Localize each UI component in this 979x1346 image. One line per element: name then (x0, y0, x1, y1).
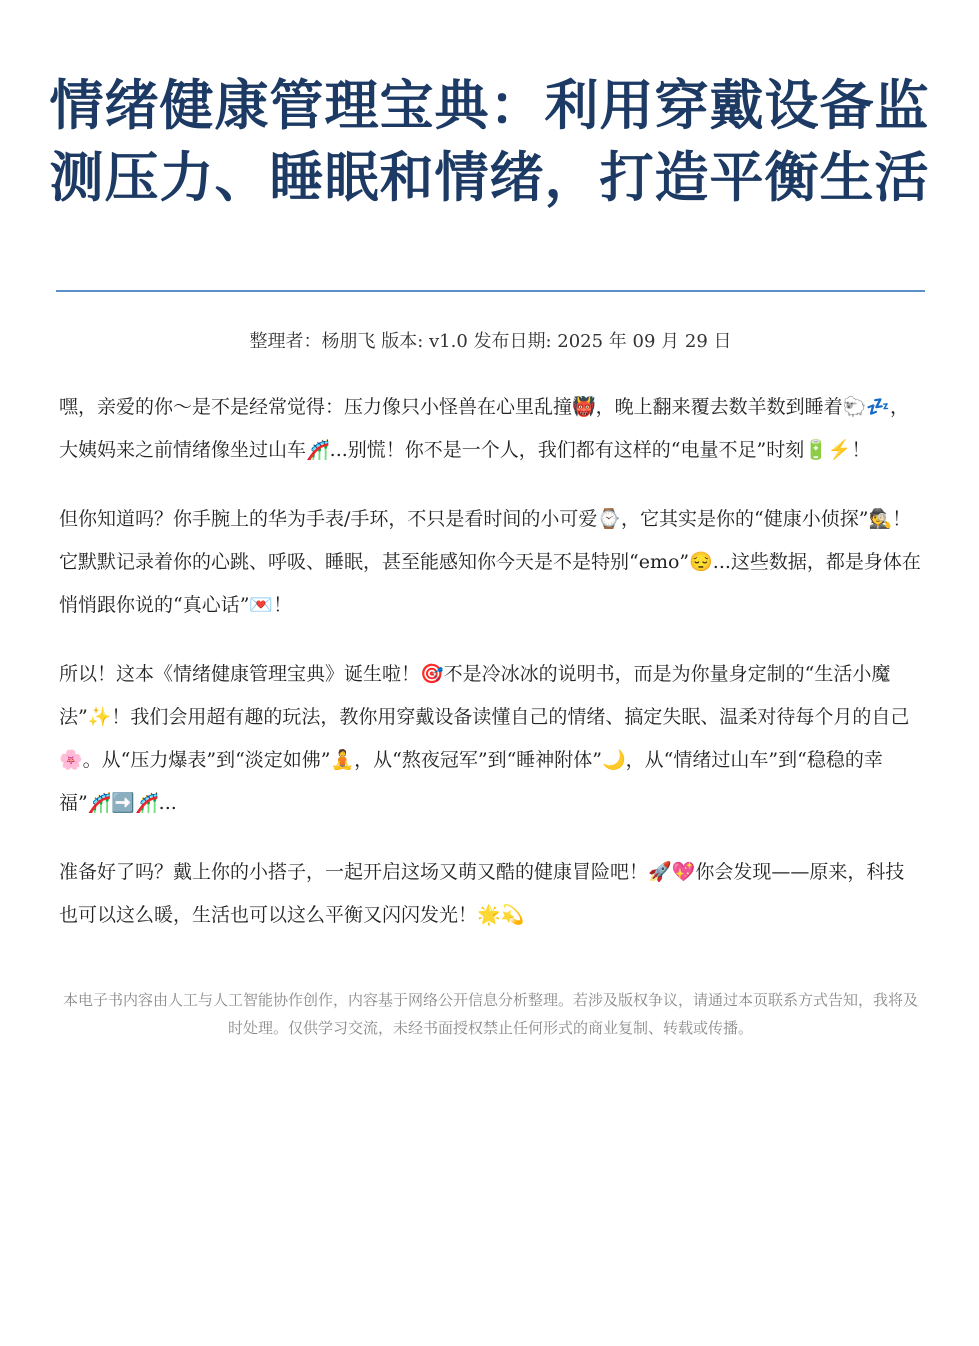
document-body (59, 386, 921, 963)
document-meta: 整理者：杨朋飞 版本: v1.0 发布日期: 2025 年 09 月 29 日 (249, 331, 732, 352)
paragraph-book-purpose: 所以！这本《情绪健康管理宝典》诞生啦！🎯不是冷冰冰的说明书，而是为你量身定制的“生活小魔法”✨！我们会用超有趣的玩法，教你用穿戴设备读懂自己的情绪、搞定失眠、温柔对待每个月的自己🌸。从“压力爆表”到“淡定如佛”🧘，从“熬夜冠军”到“睡神附体”🌙，从“情绪过山车”到“稳稳的幸福”🎢➡️🎢... (59, 663, 910, 814)
paragraph-intro: 嘿，亲爱的你～是不是经常觉得：压力像只小怪兽在心里乱撞👹，晚上翻来覆去数羊数到睡着🐑💤，大姨妈来之前情绪像坐过山车🎢...别慌！你不是一个人，我们都有这样的“电量不足”时刻🔋⚡！ (59, 396, 909, 461)
paragraph-wearable: 但你知道吗？你手腕上的华为手表/手环，不只是看时间的小可爱⌚，它其实是你的“健康小侦探”🕵️！它默默记录着你的心跳、呼吸、睡眠，甚至能感知你今天是不是特别“emo”😔...这些数据，都是身体在悄悄跟你说的“真心话”💌！ (59, 508, 921, 616)
title-divider (56, 290, 925, 292)
paragraph-call-to-action: 准备好了吗？戴上你的小搭子，一起开启这场又萌又酷的健康冒险吧！🚀💖你会发现——原来，科技也可以这么暖，生活也可以这么平衡又闪闪发光！🌟💫 (59, 861, 905, 926)
copyright-notice: 本电子书内容由人工与人工智能协作创作，内容基于网络公开信息分析整理。若涉及版权争议，请通过本页联系方式告知，我将及时处理。仅供学习交流，未经书面授权禁止任何形式的商业复制、转载或传播。 (62, 991, 918, 1037)
document-title: 情绪健康管理宝典：利用穿戴设备监测压力、睡眠和情绪，打造平衡生活 (49, 74, 930, 209)
